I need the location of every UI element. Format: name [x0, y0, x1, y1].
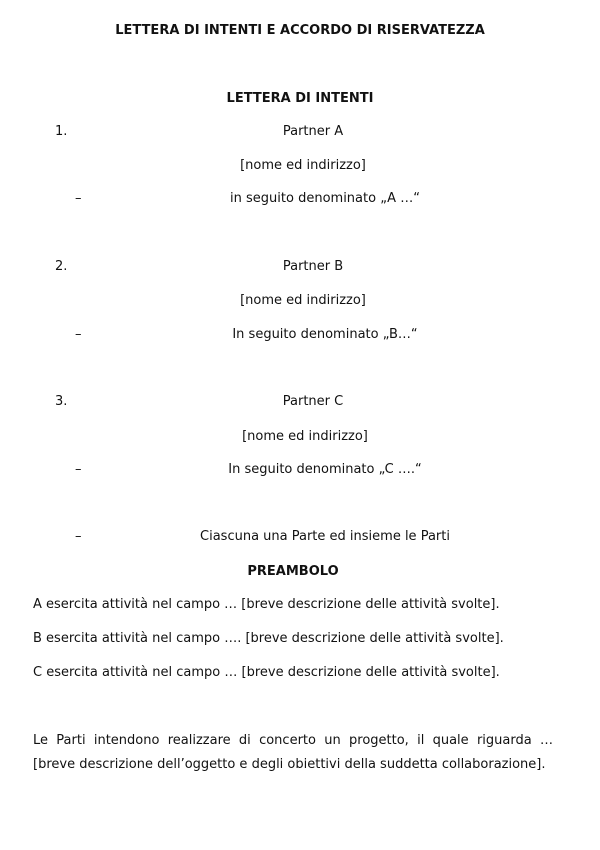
- partner-designation: In seguito denominato „B…“: [232, 327, 418, 342]
- dash-marker: –: [75, 462, 82, 477]
- document-title: LETTERA DI INTENTI E ACCORDO DI RISERVATEZZA: [115, 23, 485, 38]
- preamble-paragraph: C esercita attività nel campo … [breve descrizione delle attività svolte].: [33, 665, 500, 680]
- dash-marker: –: [75, 191, 82, 206]
- parties-definition: Ciascuna una Parte ed insieme le Parti: [200, 529, 450, 544]
- partner-designation: In seguito denominato „C ….“: [228, 462, 422, 477]
- dash-marker: –: [75, 327, 82, 342]
- dash-marker: –: [75, 529, 82, 544]
- partner-address: [nome ed indirizzo]: [240, 293, 366, 308]
- partner-number: 1.: [55, 124, 68, 139]
- partner-number: 2.: [55, 259, 68, 274]
- closing-paragraph: Le Parti intendono realizzare di concerto un progetto, il quale riguarda … [breve descrizione dell’oggetto e degli obiettivi della suddetta collaborazione].: [33, 733, 553, 772]
- partner-number: 3.: [55, 394, 68, 409]
- partner-name: Partner C: [282, 394, 344, 409]
- section-heading-letter-of-intent: LETTERA DI INTENTI: [226, 91, 374, 106]
- partner-address: [nome ed indirizzo]: [242, 429, 368, 444]
- preamble-paragraph: B esercita attività nel campo …. [breve descrizione delle attività svolte].: [33, 631, 504, 646]
- preamble-paragraph: A esercita attività nel campo … [breve descrizione delle attività svolte].: [33, 597, 500, 612]
- section-heading-preamble: PREAMBOLO: [247, 564, 339, 579]
- partner-designation: in seguito denominato „A …“: [230, 191, 420, 206]
- partner-address: [nome ed indirizzo]: [240, 158, 366, 173]
- partner-name: Partner B: [282, 259, 344, 274]
- partner-name: Partner A: [282, 124, 344, 139]
